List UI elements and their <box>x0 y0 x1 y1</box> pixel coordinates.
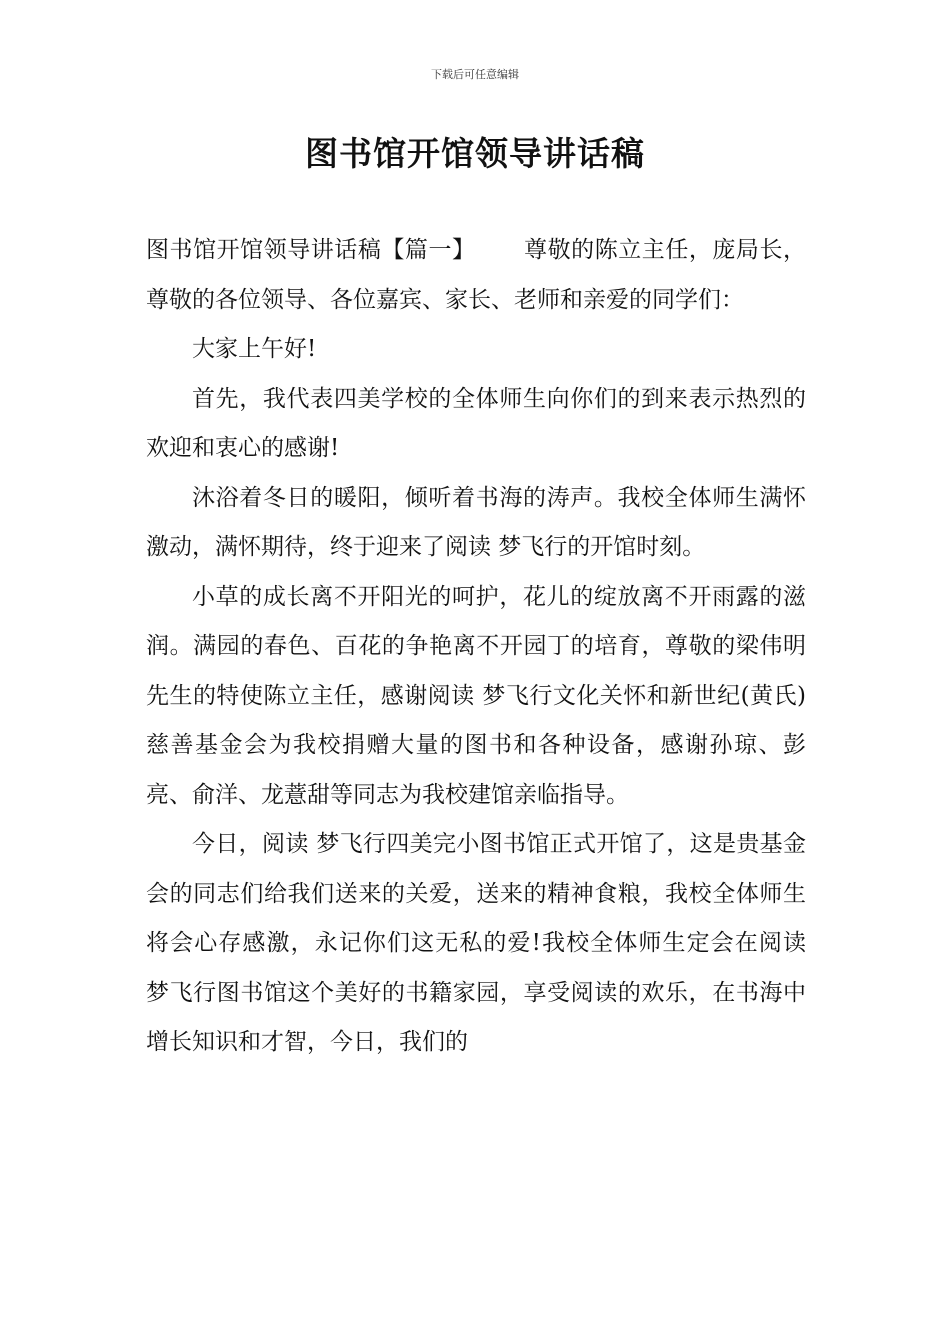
paragraph-greeting: 大家上午好! <box>192 336 317 362</box>
section-label: 图书馆开馆领导讲话稿【篇一】 <box>146 237 476 263</box>
paragraph-thanks: 小草的成长离不开阳光的呵护，花儿的绽放离不开雨露的滋润。满园的春色、百花的争艳离不开园丁的培育，尊敬的梁伟明先生的特使陈立主任，感谢阅读 梦飞行文化关怀和新世纪(黄氏)慈善基金会为我校捐赠大量的图书和各种设备，感谢孙琼、彭亮、俞洋、龙薏甜等同志为我校建馆亲临指导。 <box>146 583 806 808</box>
paragraph-opening: 沐浴着冬日的暖阳，倾听着书海的涛声。我校全体师生满怀激动，满怀期待，终于迎来了阅读 梦飞行的开馆时刻。 <box>146 484 806 560</box>
document-title: 图书馆开馆领导讲话稿 <box>305 134 645 173</box>
paragraph-welcome: 首先，我代表四美学校的全体师生向你们的到来表示热烈的欢迎和衷心的感谢! <box>146 385 806 461</box>
paragraph-today: 今日，阅读 梦飞行四美完小图书馆正式开馆了，这是贵基金会的同志们给我们送来的关爱，送来的精神食粮，我校全体师生将会心存感激，永记你们这无私的爱!我校全体师生定会在阅读 梦飞行图书馆这个美好的书籍家园，享受阅读的欢乐，在书海中增长知识和才智，今日，我们的 <box>146 831 806 1055</box>
header-note: 下载后可任意编辑 <box>431 68 519 81</box>
salutation: 尊敬的陈立主任，庞局长，尊敬的各位领导、各位嘉宾、家长、老师和亲爱的同学们： <box>146 237 807 313</box>
intro-paragraph <box>146 226 806 325</box>
document-body <box>146 226 806 1068</box>
